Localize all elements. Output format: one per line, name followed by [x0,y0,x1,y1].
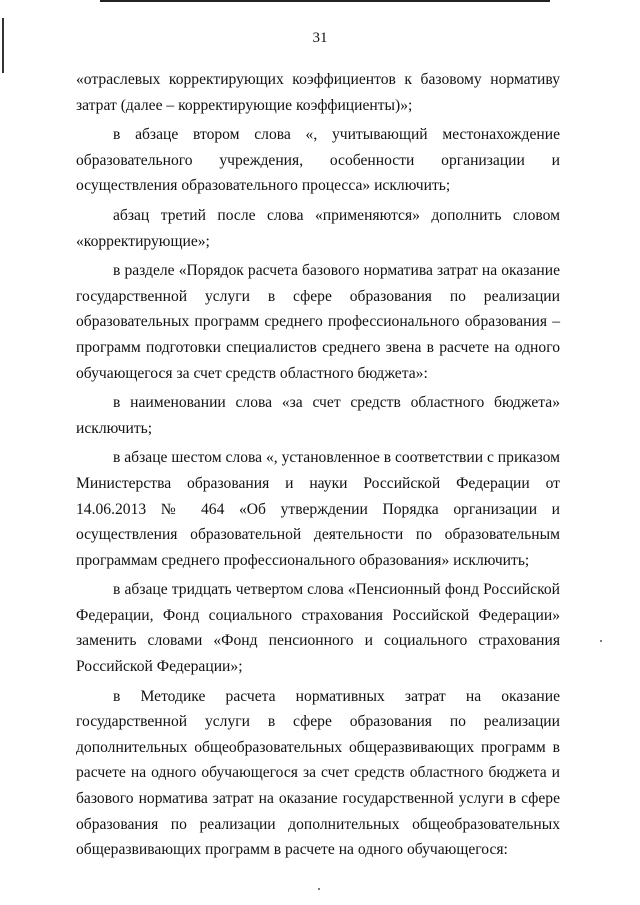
paragraph-7: в абзаце тридцать четвертом слова «Пенсионный фонд Российской Федерации, Фонд социального страхования Российской Федерации» заменить словами «Фонд пенсионного и социального страхования Российской Федерации»; [76,581,560,676]
page-number: 31 [312,30,328,46]
paragraph-1: «отраслевых корректирующих коэффициентов к базовому нормативу затрат (далее – корректирующие коэффициенты)»; [76,71,560,114]
paragraph-5: в наименовании слова «за счет средств областного бюджета» исключить; [76,394,560,437]
paragraph-4: в разделе «Порядок расчета базового норматива затрат на оказание государственной услуги в сфере образования по реализации образовательных программ среднего профессионального образования – программ подготовки специалистов среднего звена в расчете на одного обучающегося за счет средств областного бюджета»: [76,262,560,382]
paragraph-3: абзац третий после слова «применяются» дополнить словом «корректирующие»; [76,206,560,250]
document-body [76,67,560,867]
scan-speck [318,888,320,890]
scan-speck [600,640,602,642]
top-edge-rule [100,0,550,2]
paragraph-2: в абзаце втором слова «, учитывающий местонахождение образовательного учреждения, особенности организации и осуществления образовательного процесса» исключить; [76,126,560,195]
paragraph-6: в абзаце шестом слова «, установленное в соответствии с приказом Министерства образования и науки Российской Федерации от 14.06.2013 № 464 «Об утверждении Порядка организации и осуществления образовательной деятельности по образовательным программам среднего профессионального образования» исключить; [76,449,560,569]
paragraph-8: в Методике расчета нормативных затрат на оказание государственной услуги в сфере образования по реализации дополнительных общеобразовательных общеразвивающих программ в расчете на одного обучающегося за счет средств областного бюджета и базового норматива затрат на оказание государственной услуги в сфере образования по реализации дополнительных общеобразовательных общеразвивающих программ в расчете на одного обучающегося: [76,687,560,859]
